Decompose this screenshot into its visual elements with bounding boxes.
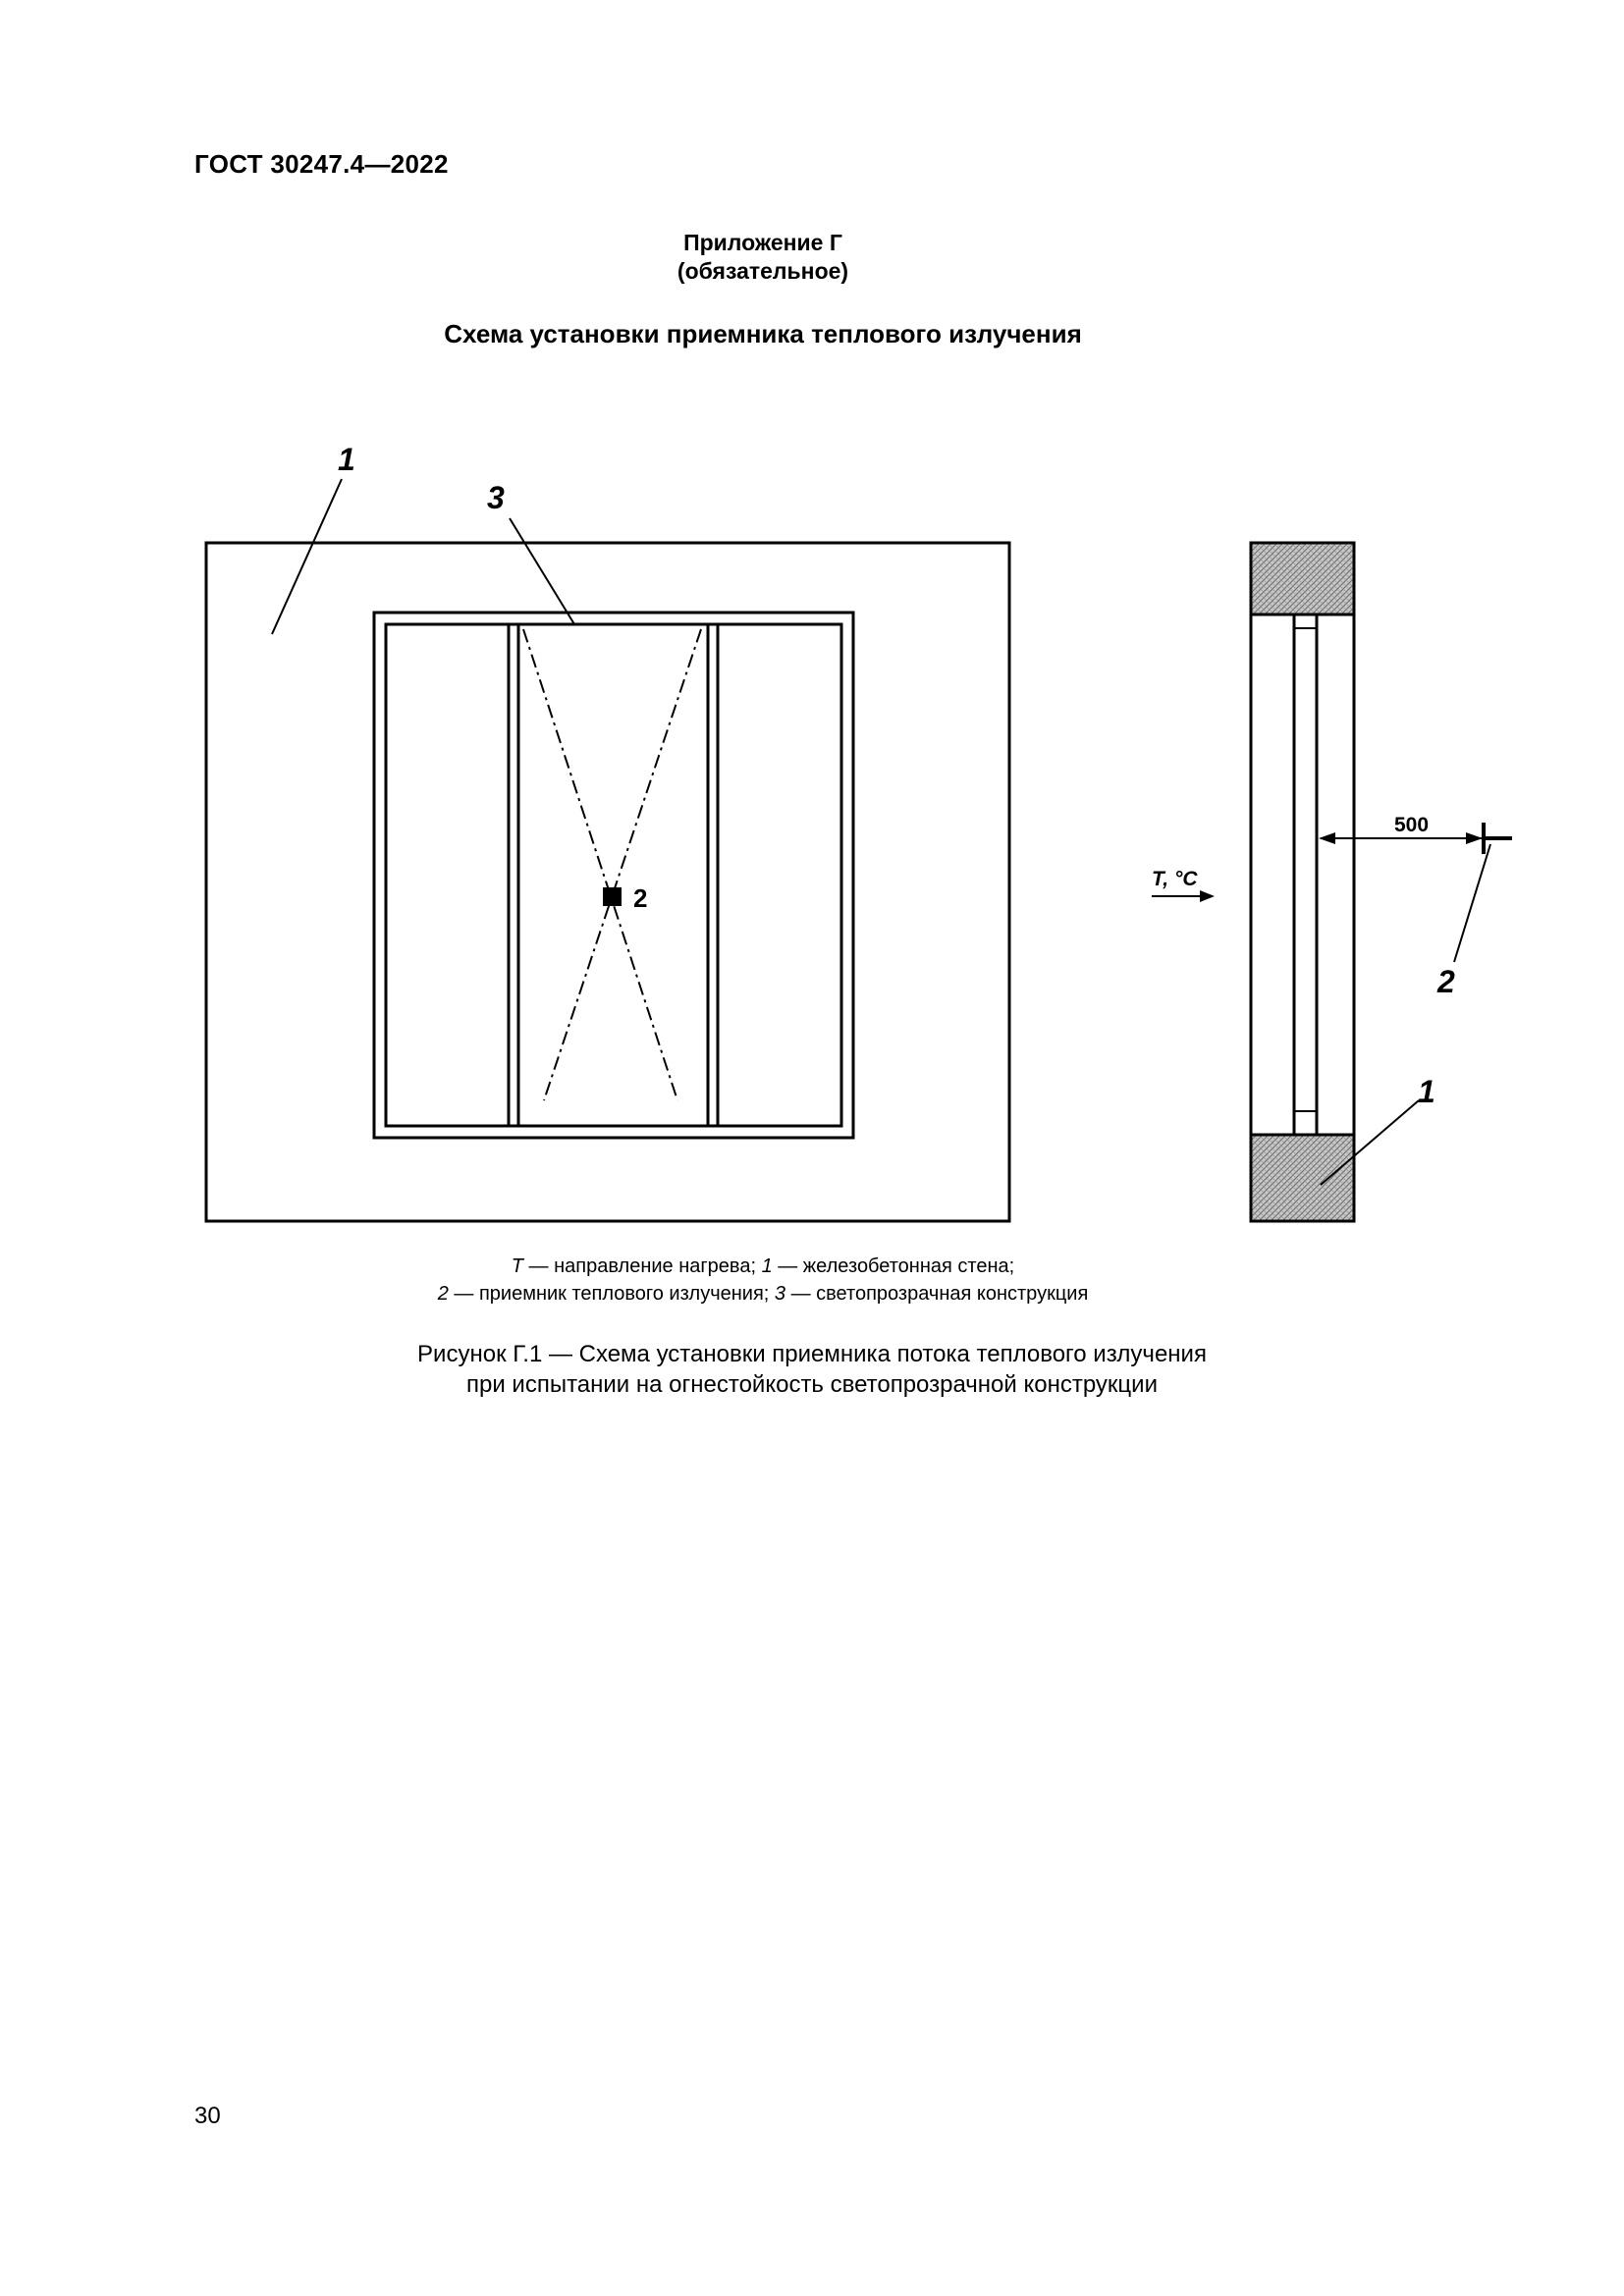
legend-t-symbol: T xyxy=(511,1255,523,1277)
callout-label-wall-side: 1 xyxy=(1418,1074,1435,1109)
callout-label-wall: 1 xyxy=(338,442,355,477)
legend-n3: 3 xyxy=(774,1283,786,1305)
heating-arrow-head xyxy=(1200,890,1215,902)
figure-caption xyxy=(321,1339,1303,1400)
wall-section-bottom xyxy=(1251,1135,1354,1221)
caption-line-2: при испытании на огнестойкость светопрозрачной конструкции xyxy=(466,1371,1158,1398)
caption-line-1: Рисунок Г.1 — Схема установки приемника потока теплового излучения xyxy=(417,1341,1207,1367)
front-view xyxy=(206,442,1009,1221)
figure-legend xyxy=(272,1253,1254,1308)
legend-n3-text: — светопрозрачная конструкция xyxy=(785,1283,1089,1305)
callout-label-receiver: 2 xyxy=(633,883,648,913)
legend-t-text: — направление нагрева; xyxy=(523,1255,762,1277)
legend-line-2 xyxy=(272,1280,1254,1308)
dimension-value: 500 xyxy=(1394,814,1430,836)
annex-status: (обязательное) xyxy=(677,258,849,284)
page-number: 30 xyxy=(194,2103,221,2129)
legend-line-1 xyxy=(272,1253,1254,1280)
wall-outline xyxy=(206,543,1009,1221)
heating-direction-label: T, °C xyxy=(1152,868,1198,890)
annex-title: Приложение Г xyxy=(683,230,842,255)
legend-n1-text: — железобетонная стена; xyxy=(772,1255,1015,1277)
legend-n1: 1 xyxy=(761,1255,773,1277)
leader-line-wall xyxy=(272,479,342,634)
diagonal-line xyxy=(523,629,677,1100)
glazing-inner-frame xyxy=(386,624,841,1126)
side-view xyxy=(1152,543,1512,1221)
heat-receiver-mark xyxy=(603,887,622,906)
diagonal-line xyxy=(544,629,701,1100)
leader-line-receiver xyxy=(1454,844,1490,962)
dimension-arrow xyxy=(1466,832,1483,844)
legend-n2: 2 xyxy=(437,1283,449,1305)
wall-section-top xyxy=(1251,543,1354,614)
legend-n2-text: — приемник теплового излучения; xyxy=(448,1283,775,1305)
leader-line-glazing xyxy=(510,518,574,624)
glazing-outer-frame xyxy=(374,613,853,1138)
callout-label-receiver-side: 2 xyxy=(1437,964,1455,999)
document-code: ГОСТ 30247.4—2022 xyxy=(194,149,449,179)
section-title: Схема установки приемника теплового излучения xyxy=(444,319,1082,348)
dimension-arrow xyxy=(1319,832,1335,844)
callout-label-glazing: 3 xyxy=(487,480,505,515)
